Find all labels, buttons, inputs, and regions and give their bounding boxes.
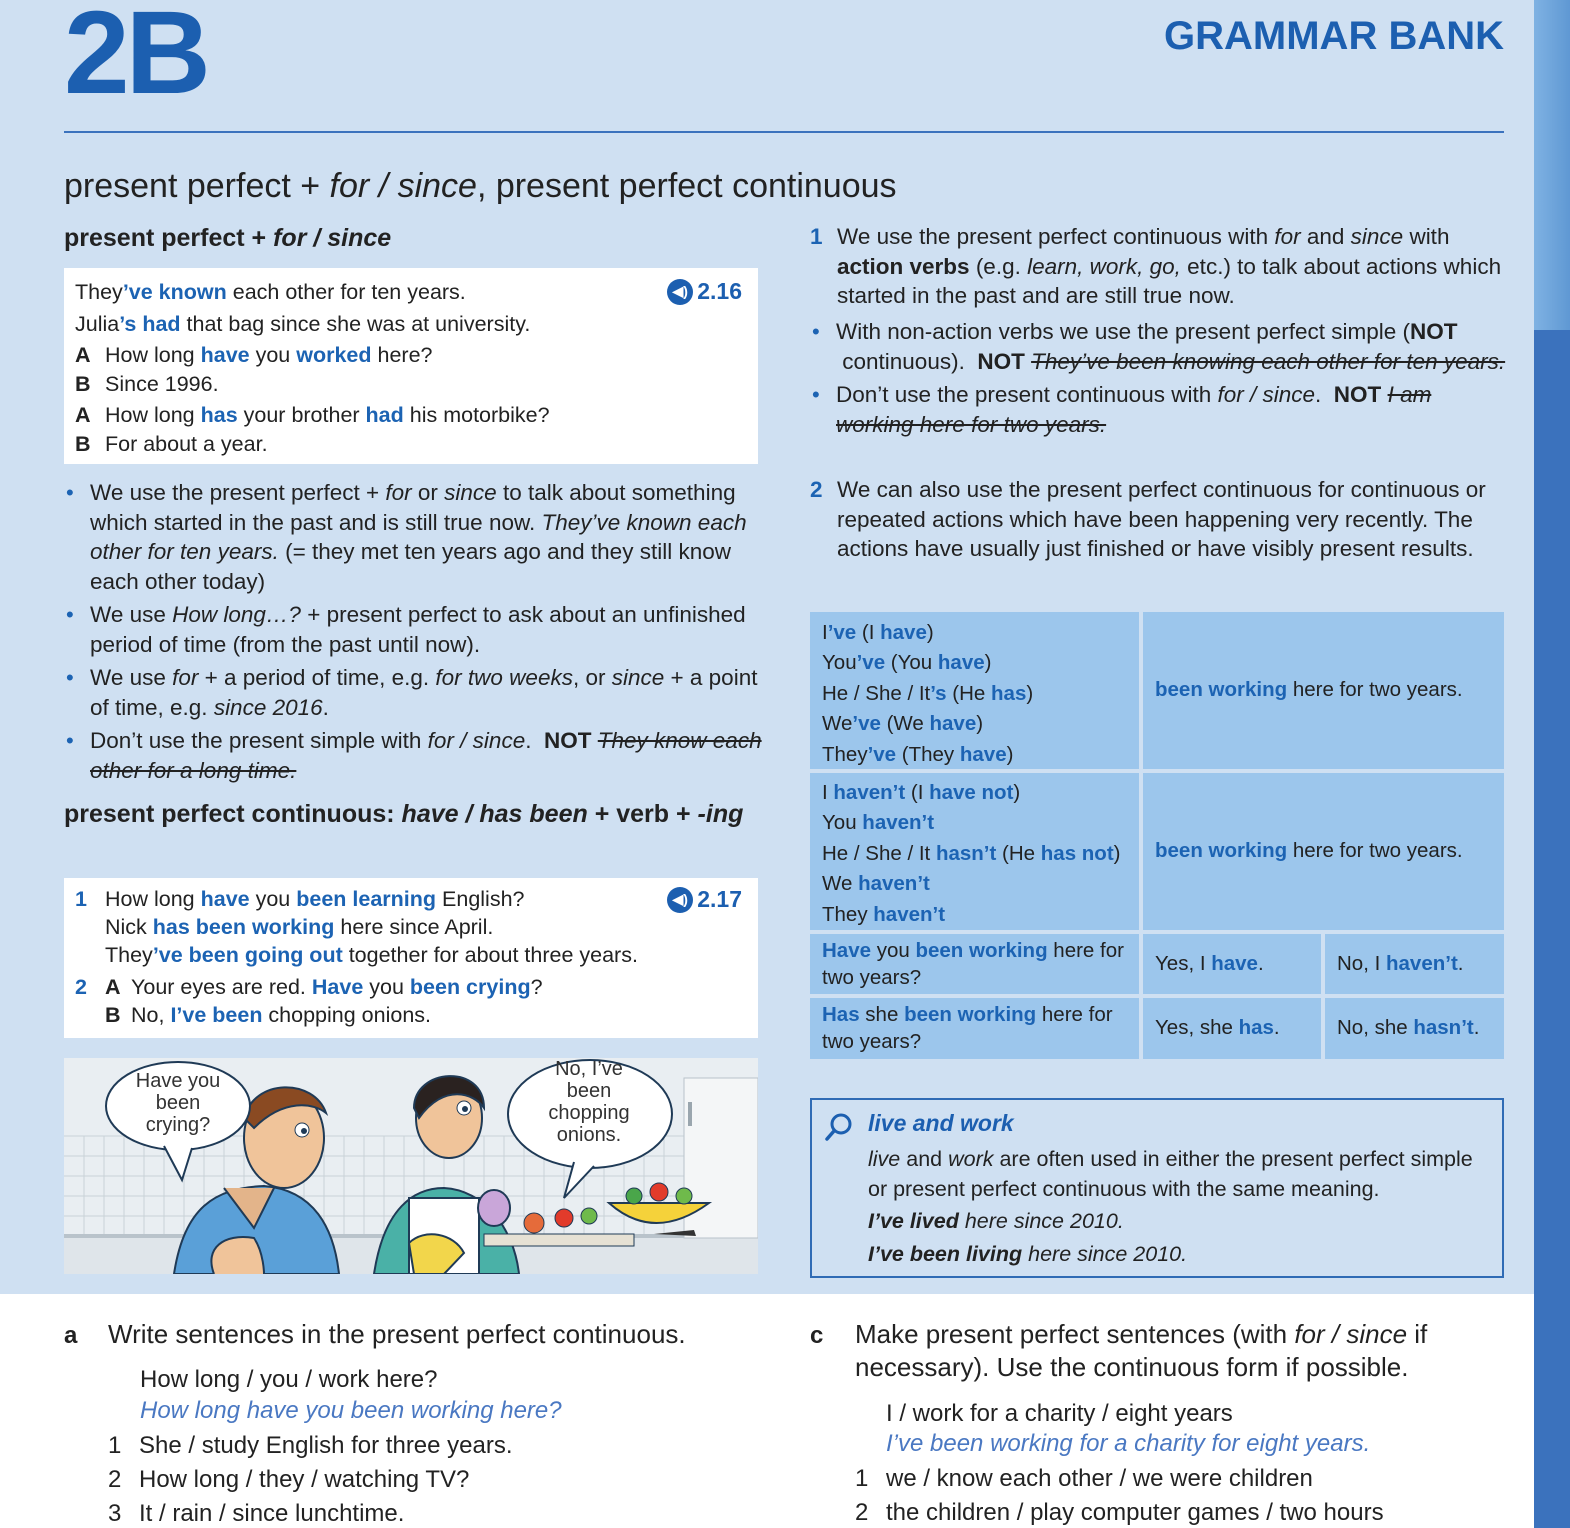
full-form-open: (I: [856, 621, 881, 644]
example-line: B For about a year.: [75, 432, 268, 456]
exercise-a-letter: a: [64, 1322, 78, 1349]
pos-form-row: [822, 648, 1127, 678]
rules-list-1: [64, 478, 764, 789]
full-form-verb: have not: [929, 781, 1014, 804]
speech-bubble-question: Have you been crying?: [135, 1070, 221, 1136]
subject: He / She / It: [822, 841, 936, 865]
rule-2: 2 We can also use the present perfect continuous for continuous or repeated actions which have been happening very recently. The actions have usually just finished or have visibly present results.: [810, 477, 1486, 561]
neg-form-row: [822, 900, 1127, 930]
full-form-close: ): [1006, 742, 1014, 766]
table-short-answer-no-1: No, I haven’t.: [1325, 934, 1504, 994]
header-rule: [64, 131, 1504, 133]
rule-item: • We use for + a period of time, e.g. for two weeks, or since + a point of time, e.g. since 2016.: [64, 663, 764, 722]
exercise-a-instruction: Write sentences in the present perfect continuous.: [108, 1319, 686, 1349]
contraction: ’ve: [856, 651, 886, 675]
contraction: ’s: [930, 681, 947, 705]
table-question-2: Has she been working here for two years?: [810, 998, 1139, 1059]
heading-present-perfect-continuous: present perfect continuous: have / has been + verb + -ing: [64, 800, 744, 828]
table-short-answer-yes-1: Yes, I have.: [1143, 934, 1321, 994]
note-body: live and work are often used in either the present perfect simple or present perfect continuous with the same meaning.: [868, 1147, 1473, 1201]
subject: I: [822, 781, 834, 804]
rule-item: • With non-action verbs we use the present perfect simple (NOT continuous). NOT They’ve been knowing each other for ten years.: [810, 317, 1510, 376]
full-form-close: ): [984, 651, 992, 675]
example-line: 1 How long have you been learning English?: [75, 887, 525, 911]
example-line: Nick has been working here since April.: [105, 915, 494, 939]
table-short-answer-no-2: No, she hasn’t.: [1325, 998, 1504, 1059]
item-number: 1: [108, 1432, 122, 1459]
examples-box-2: [64, 878, 758, 1038]
example-line: B Since 1996.: [75, 372, 219, 396]
neg-form-row: [822, 808, 1127, 838]
contraction: ’ve: [827, 621, 857, 644]
contraction: haven’t: [858, 872, 930, 896]
neg-form-row: [822, 869, 1127, 899]
audio-track-2-17[interactable]: ◀) 2.17: [667, 886, 742, 913]
item-number: 2: [108, 1466, 122, 1493]
full-form-open: (I: [905, 781, 930, 804]
speaker-icon: ◀): [667, 279, 693, 305]
exercise-item: [108, 1497, 768, 1528]
neg-form-row: [822, 778, 1127, 808]
exercise-item: [108, 1429, 768, 1463]
audio-track-2-16[interactable]: ◀) 2.16: [667, 278, 742, 305]
full-form-close: ): [1113, 841, 1121, 865]
unit-number: 2B: [64, 0, 207, 119]
section-title: GRAMMAR BANK: [1164, 14, 1504, 58]
example-line: 2 A Your eyes are red. Have you been crying ?: [75, 975, 543, 999]
pos-form-row: [822, 618, 1127, 648]
exercise-c-example-answer: I’ve been working for a charity for eight years.: [886, 1430, 1371, 1457]
table-positive-verb: been working here for two years.: [1143, 612, 1504, 769]
full-form-open: (He: [946, 681, 992, 705]
item-text: She / study English for three years.: [139, 1432, 513, 1459]
exercise-c-items: [855, 1462, 1525, 1528]
full-form-verb: have: [959, 742, 1007, 766]
subject: They: [822, 902, 874, 926]
rule-item: • We use How long…? + present perfect to ask about an unfinished period of time (from the past until now).: [64, 600, 764, 659]
full-form-open: (We: [880, 712, 930, 736]
exercise-item: [855, 1496, 1525, 1528]
exercise-item: [108, 1463, 768, 1497]
full-form-open: (They: [896, 742, 960, 766]
item-number: 3: [108, 1500, 122, 1527]
example-line: A How long has your brother had his motorbike?: [75, 403, 550, 427]
full-form-close: ): [976, 712, 984, 736]
rule-1: 1 We use the present perfect continuous with for and since with action verbs (e.g. learn, work, go, etc.) to talk about actions which started in the past and are still true now.: [810, 224, 1502, 308]
page-edge-highlight: [1534, 0, 1570, 330]
subject: You: [822, 651, 857, 675]
item-text: we / know each other / we were children: [886, 1465, 1313, 1492]
page-title: present perfect + for / since, present perfect continuous: [64, 167, 897, 205]
item-number: 1: [855, 1465, 869, 1492]
rule-1-notes: [810, 317, 1510, 443]
item-text: How long / they / watching TV?: [139, 1466, 470, 1493]
examples-box-1: [64, 268, 758, 464]
contraction: ’ve: [852, 712, 881, 736]
cartoon-illustration: [64, 1058, 758, 1274]
contraction: ’ve: [867, 742, 897, 766]
subject: They: [822, 742, 868, 766]
note-box-live-and-work: [810, 1098, 1504, 1278]
speech-bubble-answer: No, I’ve been chopping onions.: [548, 1058, 630, 1146]
full-form-open: (You: [885, 651, 938, 675]
neg-form-row: [822, 839, 1127, 869]
full-form-verb: have: [880, 621, 927, 644]
full-form-verb: has not: [1040, 841, 1114, 865]
table-negative-verb: been working here for two years.: [1143, 773, 1504, 930]
table-negative-subjects: [810, 773, 1139, 930]
rule-item: • Don’t use the present simple with for / since. NOT They know each other for a long time.: [64, 726, 764, 785]
example-line: A How long have you worked here?: [75, 343, 433, 367]
full-form-verb: have: [937, 651, 985, 675]
table-short-answer-yes-2: Yes, she has.: [1143, 998, 1321, 1059]
full-form-close: ): [1013, 781, 1021, 804]
contraction: haven’t: [833, 781, 906, 804]
item-text: the children / play computer games / two hours: [886, 1499, 1384, 1526]
exercise-a-example-question: How long / you / work here?: [140, 1366, 438, 1393]
subject: I: [822, 621, 828, 644]
heading-present-perfect: present perfect + for / since: [64, 224, 392, 252]
example-line: B No, I’ve been chopping onions.: [105, 1003, 431, 1027]
example-line: They ’ve known each other for ten years.: [75, 280, 466, 304]
table-question-1: Have you been working here for two years?: [810, 934, 1139, 994]
contraction: hasn’t: [935, 841, 997, 865]
pos-form-row: [822, 709, 1127, 739]
example-line: They ’ve been going out together for about three years.: [105, 943, 638, 967]
table-positive-subjects: [810, 612, 1139, 769]
magnifier-icon: [824, 1112, 854, 1142]
speaker-icon: ◀): [667, 887, 693, 913]
exercise-a-example-answer: How long have you been working here?: [140, 1397, 562, 1424]
item-text: It / rain / since lunchtime.: [139, 1500, 405, 1527]
note-example-1: I’ve lived here since 2010.: [868, 1209, 1124, 1233]
exercise-a-items: [108, 1429, 768, 1528]
full-form-open: (He: [996, 841, 1041, 865]
example-line: Julia ’s had that bag since she was at university.: [75, 312, 531, 336]
full-form-verb: have: [929, 712, 977, 736]
subject: You: [822, 811, 863, 835]
subject: We: [822, 872, 859, 896]
contraction: haven’t: [873, 902, 946, 926]
exercise-c-example-question: I / work for a charity / eight years: [886, 1400, 1233, 1427]
rule-item: • We use the present perfect + for or since to talk about something which started in the past and is still true now. They’ve known each other for ten years. (= they met ten years ago and they still know each other today): [64, 478, 764, 596]
full-form-verb: has: [991, 681, 1027, 705]
exercise-c-letter: c: [810, 1322, 824, 1349]
exercise-item: [855, 1462, 1525, 1496]
rule-item: • Don’t use the present continuous with for / since. NOT I am working here for two years.: [810, 380, 1510, 439]
note-example-2: I’ve been living here since 2010.: [868, 1242, 1188, 1266]
subject: He / She / It: [822, 681, 931, 705]
exercise-c-instruction: Make present perfect sentences (with for / since if necessary). Use the continuous form if possible.: [855, 1319, 1428, 1382]
pos-form-row: [822, 679, 1127, 709]
contraction: haven’t: [862, 811, 935, 835]
pos-form-row: [822, 740, 1127, 770]
note-title: live and work: [868, 1110, 1014, 1136]
full-form-close: ): [1026, 681, 1034, 705]
item-number: 2: [855, 1499, 869, 1526]
subject: We: [822, 712, 853, 736]
full-form-close: ): [926, 621, 934, 644]
